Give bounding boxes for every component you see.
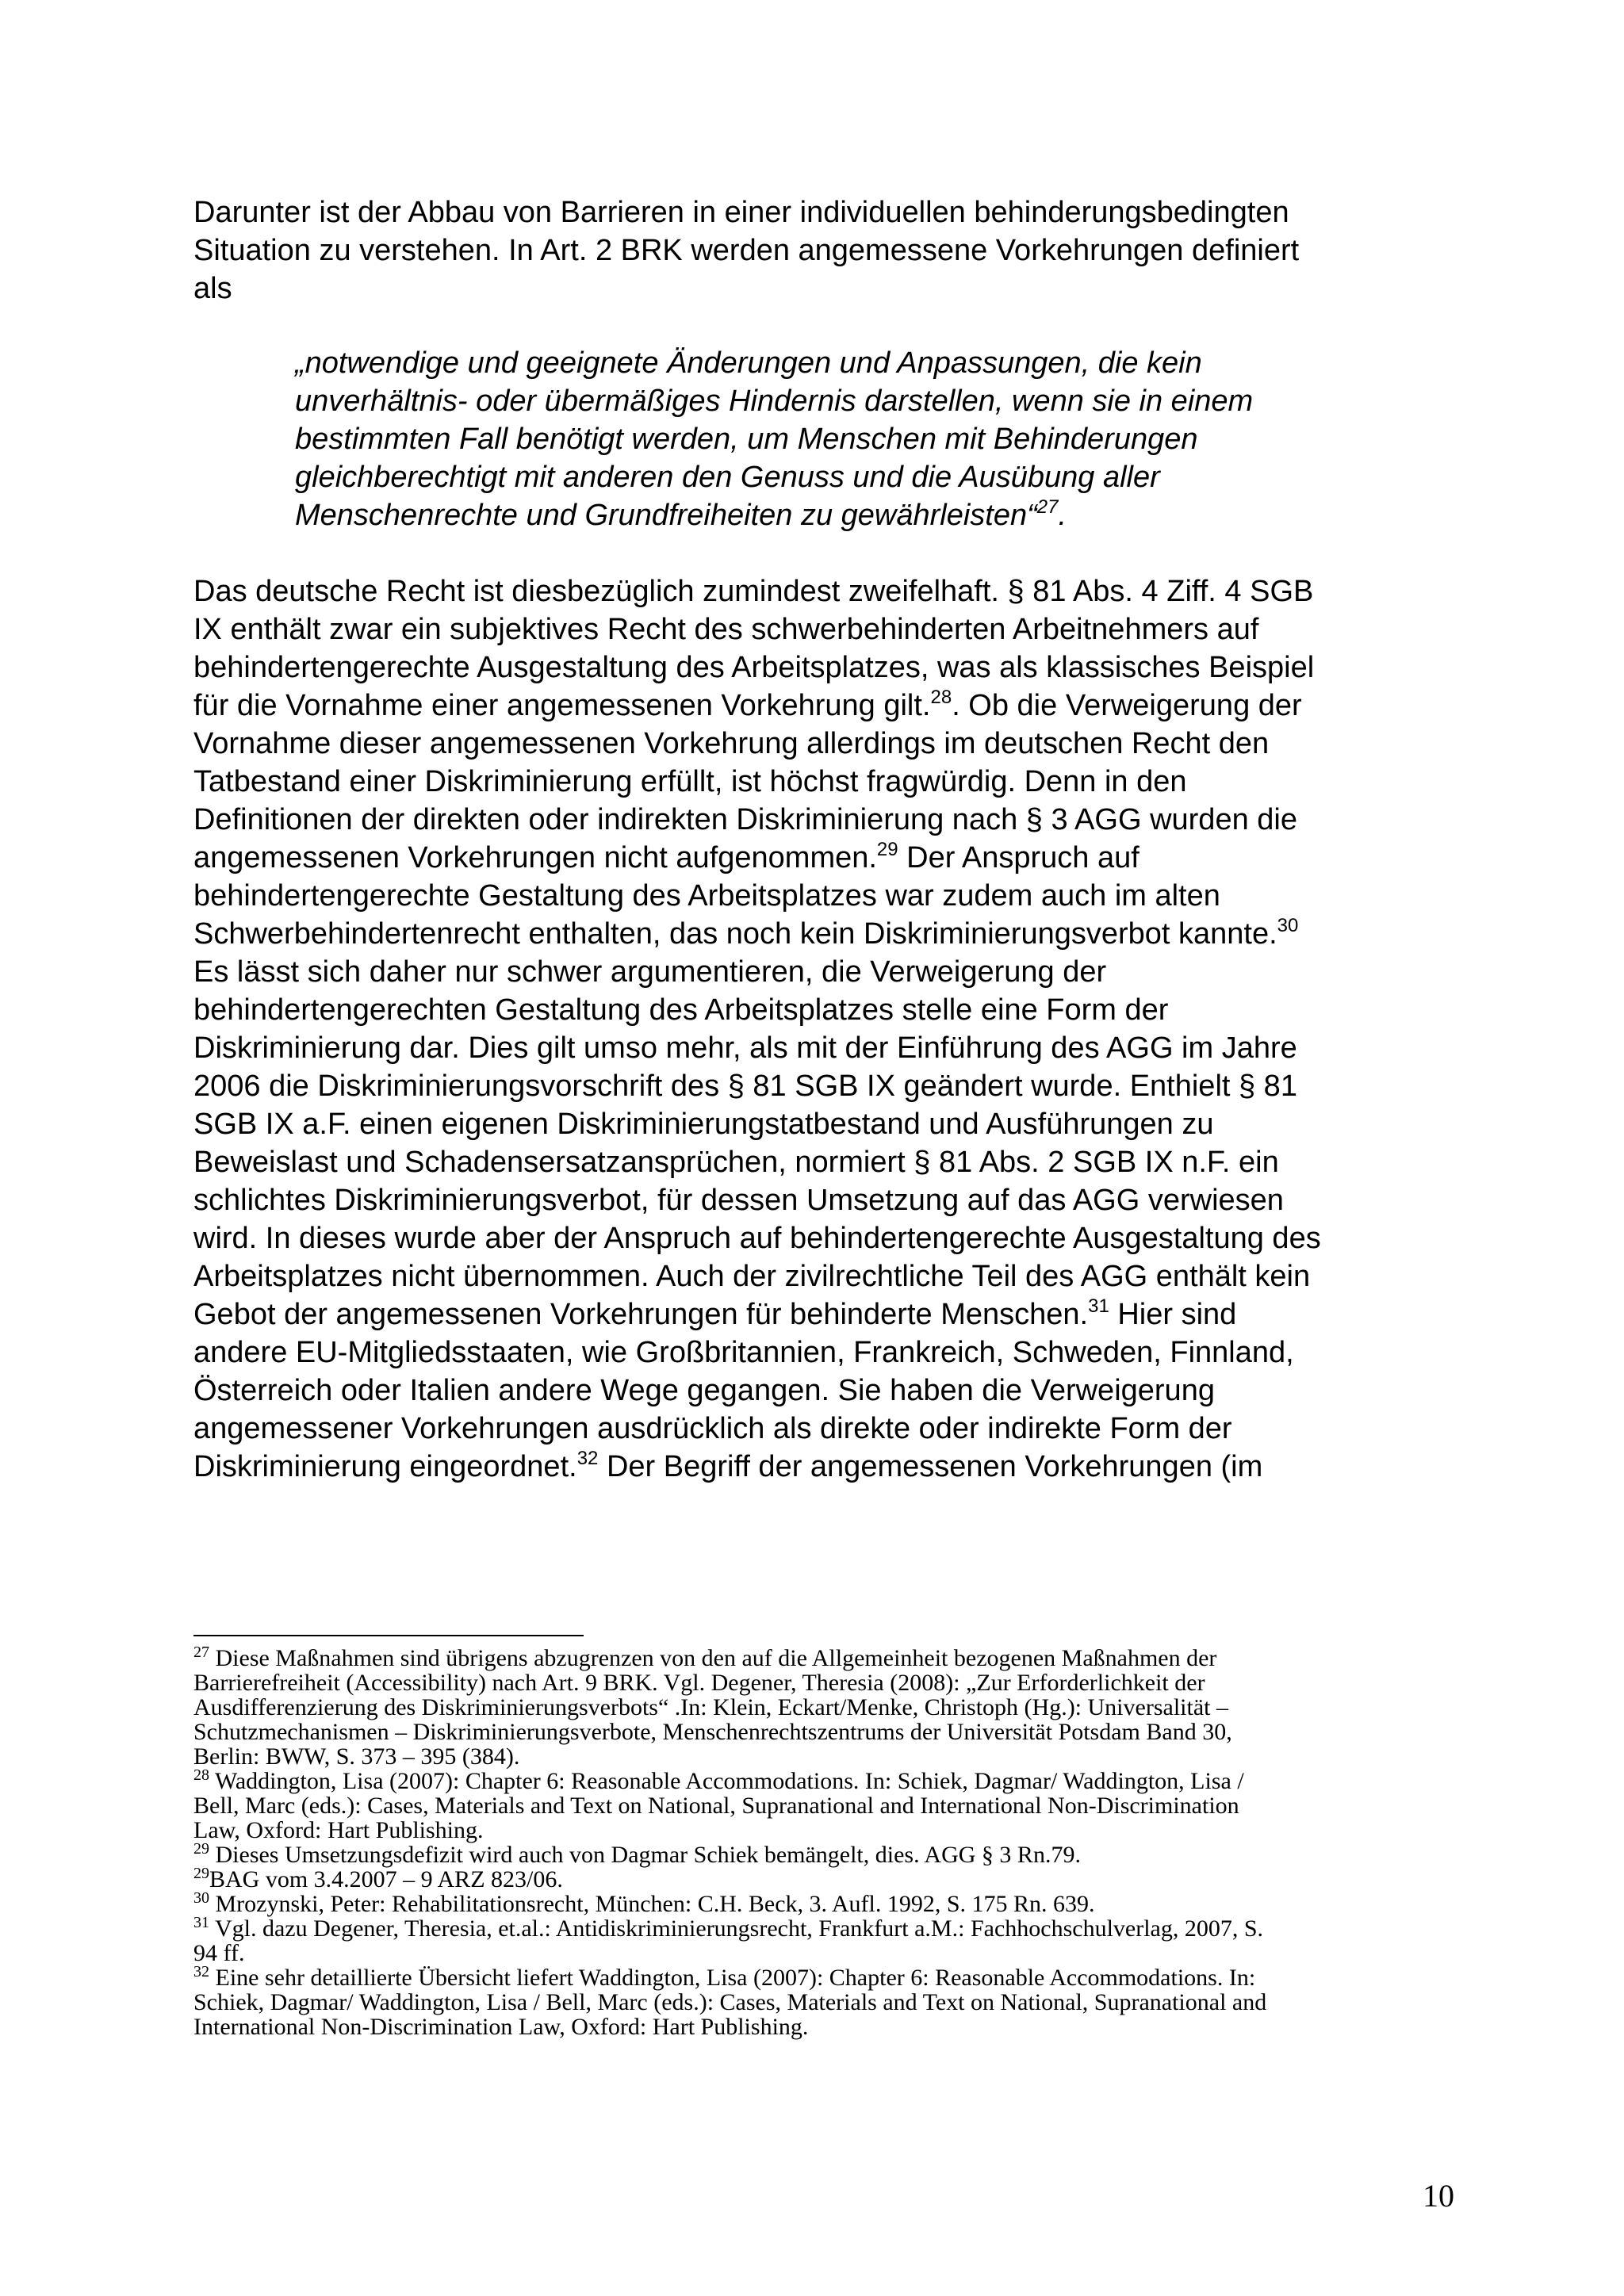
text-line: Das deutsche Recht ist diesbezüglich zumindest zweifelhaft. § 81 Abs. 4 Ziff. 4 SGB [193, 575, 1314, 608]
footnote-reference: 30 [1277, 915, 1299, 936]
text-line: 2006 die Diskriminierungsvorschrift des § 81 SGB IX geändert wurde. Enthielt § 81 [193, 1070, 1297, 1103]
footnote-line [193, 1965, 1266, 1990]
text-line: Tatbestand einer Diskriminierung erfüllt, ist höchst fragwürdig. Denn in den [193, 765, 1187, 798]
text-line: Diskriminierung dar. Dies gilt umso mehr, als mit der Einführung des AGG im Jahre [193, 1031, 1297, 1065]
footnote-number: 32 [193, 1963, 209, 1980]
footnote-text: Vgl. dazu Degener, Theresia, et.al.: Antidiskriminierungsrecht, Frankfurt a.M.: Fachhochschulverlag, 2007, S. [209, 1915, 1264, 1942]
quote-line: unverhältnis- oder übermäßiges Hindernis darstellen, wenn sie in einem [295, 385, 1254, 418]
quote-line-text: Menschenrechte und Grundfreiheiten zu gewährleisten“ [295, 499, 1037, 532]
text-line: Österreich oder Italien andere Wege gegangen. Sie haben die Verweigerung [193, 1374, 1215, 1407]
text-segment: Der Begriff der angemessenen Vorkehrungen (im [598, 1450, 1263, 1483]
footnote-text: Mrozynski, Peter: Rehabilitationsrecht, München: C.H. Beck, 3. Aufl. 1992, S. 175 Rn. 639. [209, 1891, 1095, 1917]
text-line [193, 839, 1321, 877]
quote-end: . [1058, 499, 1067, 532]
footnote-number: 31 [193, 1914, 209, 1931]
page-number: 10 [1423, 2178, 1454, 2214]
quote-line: gleichberechtigt mit anderen den Genuss und die Ausübung aller [295, 461, 1160, 494]
footnote-line [193, 1867, 1266, 1892]
text-line: Arbeitsplatzes nicht übernommen. Auch der zivilrechtliche Teil des AGG enthält kein [193, 1260, 1311, 1293]
text-line: andere EU-Mitgliedsstaaten, wie Großbritannien, Frankreich, Schweden, Finnland, [193, 1336, 1294, 1369]
text-line: Darunter ist der Abbau von Barrieren in einer individuellen behinderungsbedingten [193, 196, 1289, 229]
text-line: behindertengerechten Gestaltung des Arbeitsplatzes stelle eine Form der [193, 993, 1169, 1027]
text-line [193, 1295, 1321, 1334]
text-line: als [193, 272, 232, 305]
footnote-line [193, 1889, 1266, 1917]
footnote-line [193, 1916, 1266, 1941]
footnote-number: 27 [193, 1644, 209, 1661]
footnote-text: Eine sehr detaillierte Übersicht liefert Waddington, Lisa (2007): Chapter 6: Reasonable Accommodations. In: [209, 1965, 1256, 1991]
text-segment: Diskriminierung eingeordnet. [193, 1450, 577, 1483]
block-quote [295, 344, 1253, 534]
text-line: Situation zu verstehen. In Art. 2 BRK werden angemessene Vorkehrungen definiert [193, 234, 1300, 267]
text-segment: Hier sind [1109, 1298, 1237, 1331]
footnote-reference: 31 [1088, 1295, 1109, 1317]
text-line: Es lässt sich daher nur schwer argumentieren, die Verweigerung der [193, 955, 1107, 989]
intro-paragraph [193, 193, 1299, 308]
footnote-reference: 29 [876, 839, 898, 860]
footnote-line: Law, Oxford: Hart Publishing. [193, 1817, 484, 1843]
text-line: schlichtes Diskriminierungsverbot, für dessen Umsetzung auf das AGG verwiesen [193, 1184, 1284, 1217]
footnote-text: Waddington, Lisa (2007): Chapter 6: Reasonable Accommodations. In: Schiek, Dagmar/ Waddington, Lisa / [209, 1768, 1244, 1794]
footnote-text: Dieses Umsetzungsdefizit wird auch von Dagmar Schiek bemängelt, dies. AGG § 3 Rn.79. [209, 1842, 1081, 1868]
footnote-reference: 28 [930, 687, 952, 708]
footnotes [193, 1646, 1266, 2039]
text-segment: angemessenen Vorkehrungen nicht aufgenommen. [193, 841, 877, 874]
footnote-line: Berlin: BWW, S. 373 – 395 (384). [193, 1743, 520, 1770]
footnote-number: 29 [193, 1865, 209, 1882]
text-line: Definitionen der direkten oder indirekten Diskriminierung nach § 3 AGG wurden die [193, 803, 1297, 836]
footnote-number: 30 [193, 1889, 209, 1907]
footnote-line [193, 1646, 1266, 1670]
footnote-line: Barrierefreiheit (Accessibility) nach Art. 9 BRK. Vgl. Degener, Theresia (2008): „Zur Erforderlichkeit der [193, 1670, 1205, 1696]
footnote-line [193, 1766, 1266, 1794]
text-line [193, 687, 1321, 725]
text-line: IX enthält zwar ein subjektives Recht des schwerbehinderten Arbeitnehmers auf [193, 613, 1259, 646]
quote-line [295, 496, 1253, 534]
text-segment: Schwerbehindertenrecht enthalten, das noch kein Diskriminierungsverbot kannte. [193, 917, 1277, 951]
text-segment: . Ob die Verweigerung der [952, 689, 1302, 722]
text-line: Beweislast und Schadensersatzansprüchen, normiert § 81 Abs. 2 SGB IX n.F. ein [193, 1146, 1279, 1179]
text-segment: für die Vornahme einer angemessenen Vorkehrung gilt. [193, 689, 931, 722]
footnote-line: 94 ff. [193, 1940, 245, 1966]
text-line: SGB IX a.F. einen eigenen Diskriminierungstatbestand und Ausführungen zu [193, 1108, 1214, 1141]
footnote-text: Diese Maßnahmen sind übrigens abzugrenzen von den auf die Allgemeinheit bezogenen Maßnahmen der [209, 1645, 1217, 1671]
text-line [193, 915, 1321, 953]
footnote-line [193, 1840, 1266, 1868]
footnote-line: Bell, Marc (eds.): Cases, Materials and Text on National, Supranational and International Non-Discrimination [193, 1793, 1239, 1819]
text-line: Vornahme dieser angemessenen Vorkehrung allerdings im deutschen Recht den [193, 727, 1270, 760]
footnote-line: Ausdifferenzierung des Diskriminierungsverbots“ .In: Klein, Eckart/Menke, Christoph (Hg.): Universalität – [193, 1694, 1228, 1720]
main-paragraph [193, 572, 1321, 1486]
footnote-reference: 32 [576, 1448, 599, 1469]
text-line [193, 1448, 1321, 1486]
footnote-line: International Non-Discrimination Law, Oxford: Hart Publishing. [193, 2014, 809, 2040]
quote-line: bestimmten Fall benötigt werden, um Menschen mit Behinderungen [295, 423, 1198, 456]
footnote-number: 29 [193, 1840, 209, 1858]
footnote-reference: 27 [1036, 496, 1059, 518]
text-line: wird. In dieses wurde aber der Anspruch auf behindertengerechte Ausgestaltung des [193, 1222, 1321, 1255]
footnote-separator [193, 1635, 584, 1636]
text-segment: Der Anspruch auf [898, 841, 1139, 874]
text-line: angemessener Vorkehrungen ausdrücklich als direkte oder indirekte Form der [193, 1412, 1232, 1445]
quote-line: „notwendige und geeignete Änderungen und Anpassungen, die kein [295, 346, 1202, 380]
footnote-line: Schiek, Dagmar/ Waddington, Lisa / Bell, Marc (eds.): Cases, Materials and Text on National, Supranational and [193, 1989, 1267, 2015]
footnote-text: BAG vom 3.4.2007 – 9 ARZ 823/06. [209, 1866, 563, 1892]
footnote-line: Schutzmechanismen – Diskriminierungsverbote, Menschenrechtszentrums der Universität Potsdam Band 30, [193, 1719, 1232, 1745]
text-line: behindertengerechte Ausgestaltung des Arbeitsplatzes, was als klassisches Beispiel [193, 651, 1315, 684]
text-segment: Gebot der angemessenen Vorkehrungen für behinderte Menschen. [193, 1298, 1089, 1331]
text-line: behindertengerechte Gestaltung des Arbeitsplatzes war zudem auch im alten [193, 879, 1220, 913]
footnote-number: 28 [193, 1766, 209, 1784]
